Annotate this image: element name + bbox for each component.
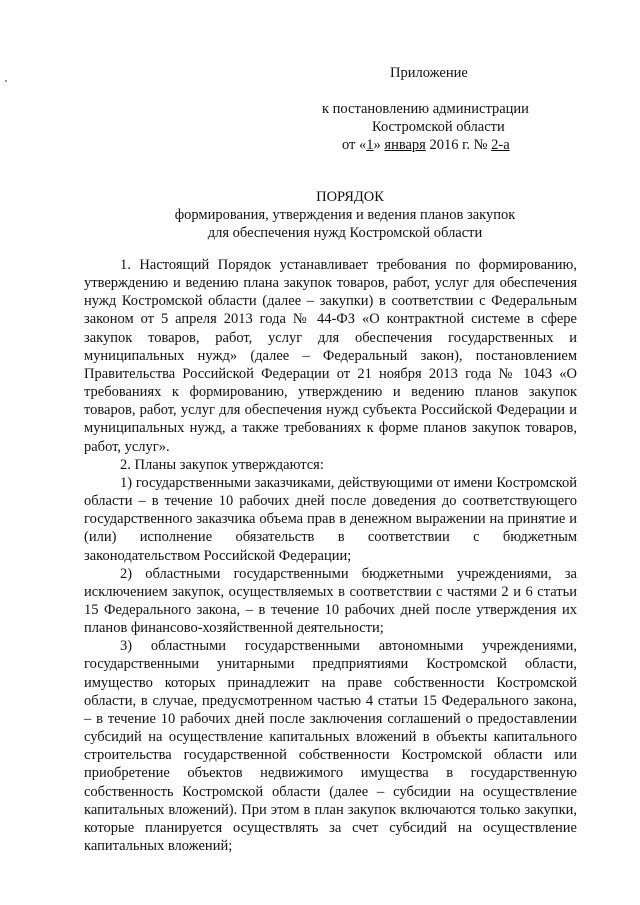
title-line-2: формирования, утверждения и ведения планов закупок bbox=[174, 207, 516, 223]
paragraph-1: 1. Настоящий Порядок устанавливает требования по формированию, утверждению и ведению плана закупок товаров, работ, услуг для обеспечения нужд Костромской области (далее – закупки) в соответствии с Федеральным законом от 5 апреля 2013 года № 44-ФЗ «О контрактной системе в сфере закупок товаров, работ, услуг для обеспечения государственных и муниципальных нужд» (далее – Федеральный закон), постановлением Правительства Российской Федерации от 21 ноября 2013 года № 1043 «О требованиях к формированию, утверждению и ведению планов закупок товаров, работ, услуг для обеспечения нужд субъекта Российской Федерации и муниципальных нужд, а также требованиях к форме планов закупок товаров, работ, услуг». bbox=[84, 257, 577, 455]
date-year: 2016 г. № bbox=[425, 137, 492, 153]
appendix-label: Приложение bbox=[390, 65, 468, 81]
region-line: Костромской области bbox=[372, 119, 505, 135]
scan-speck bbox=[5, 80, 7, 82]
paragraph-2-item-2: 2) областными государственными бюджетными учреждениями, за исключением закупок, осуществляемых в соответствии с частями 2 и 6 статьи 15 Федерального закона, – в течение 10 рабочих дней после утверждения их планов финансово-хозяйственной деятельности; bbox=[84, 565, 577, 637]
date-line bbox=[342, 136, 510, 154]
date-day: 1 bbox=[366, 137, 374, 153]
title-line-3: для обеспечения нужд Костромской области bbox=[207, 225, 483, 241]
resolution-number: 2-а bbox=[491, 137, 510, 153]
paragraph-2: 2. Планы закупок утверждаются: bbox=[120, 456, 324, 473]
document-title bbox=[0, 188, 640, 242]
resolution-line: к постановлению администрации bbox=[322, 101, 529, 117]
date-month: января bbox=[384, 137, 426, 153]
date-mid: » bbox=[373, 137, 385, 153]
document-body bbox=[84, 256, 577, 855]
paragraph-2-item-1: 1) государственными заказчиками, действующими от имени Костромской области – в течение 10 рабочих дней после доведения до соответствующего государственного заказчика объема прав в денежном выражении на принятие и (или) исполнение обязательств в соответствии с бюджетным законодательством Российской Федерации; bbox=[84, 474, 577, 564]
paragraph-2-item-3: 3) областными государственными автономными учреждениями, государственными унитарными предприятиями Костромской области, имущество которых принадлежит на праве собственности Костромской области, в случае, предусмотренном частью 4 статьи 15 Федерального закона, – в течение 10 рабочих дней после заключения соглашений о предоставлении субсидий на осуществление капитальных вложений в объекты капитального строительства государственной собственности Костромской области или приобретение объектов недвижимого имущества в государственную собственность Костромской области (далее – субсидии на осуществление капитальных вложений). При этом в план закупок включаются только закупки, которые планируется осуществлять за счет субсидий на осуществление капитальных вложений; bbox=[84, 638, 577, 854]
title-heading: ПОРЯДОК bbox=[316, 189, 384, 205]
date-prefix: от « bbox=[342, 137, 367, 153]
